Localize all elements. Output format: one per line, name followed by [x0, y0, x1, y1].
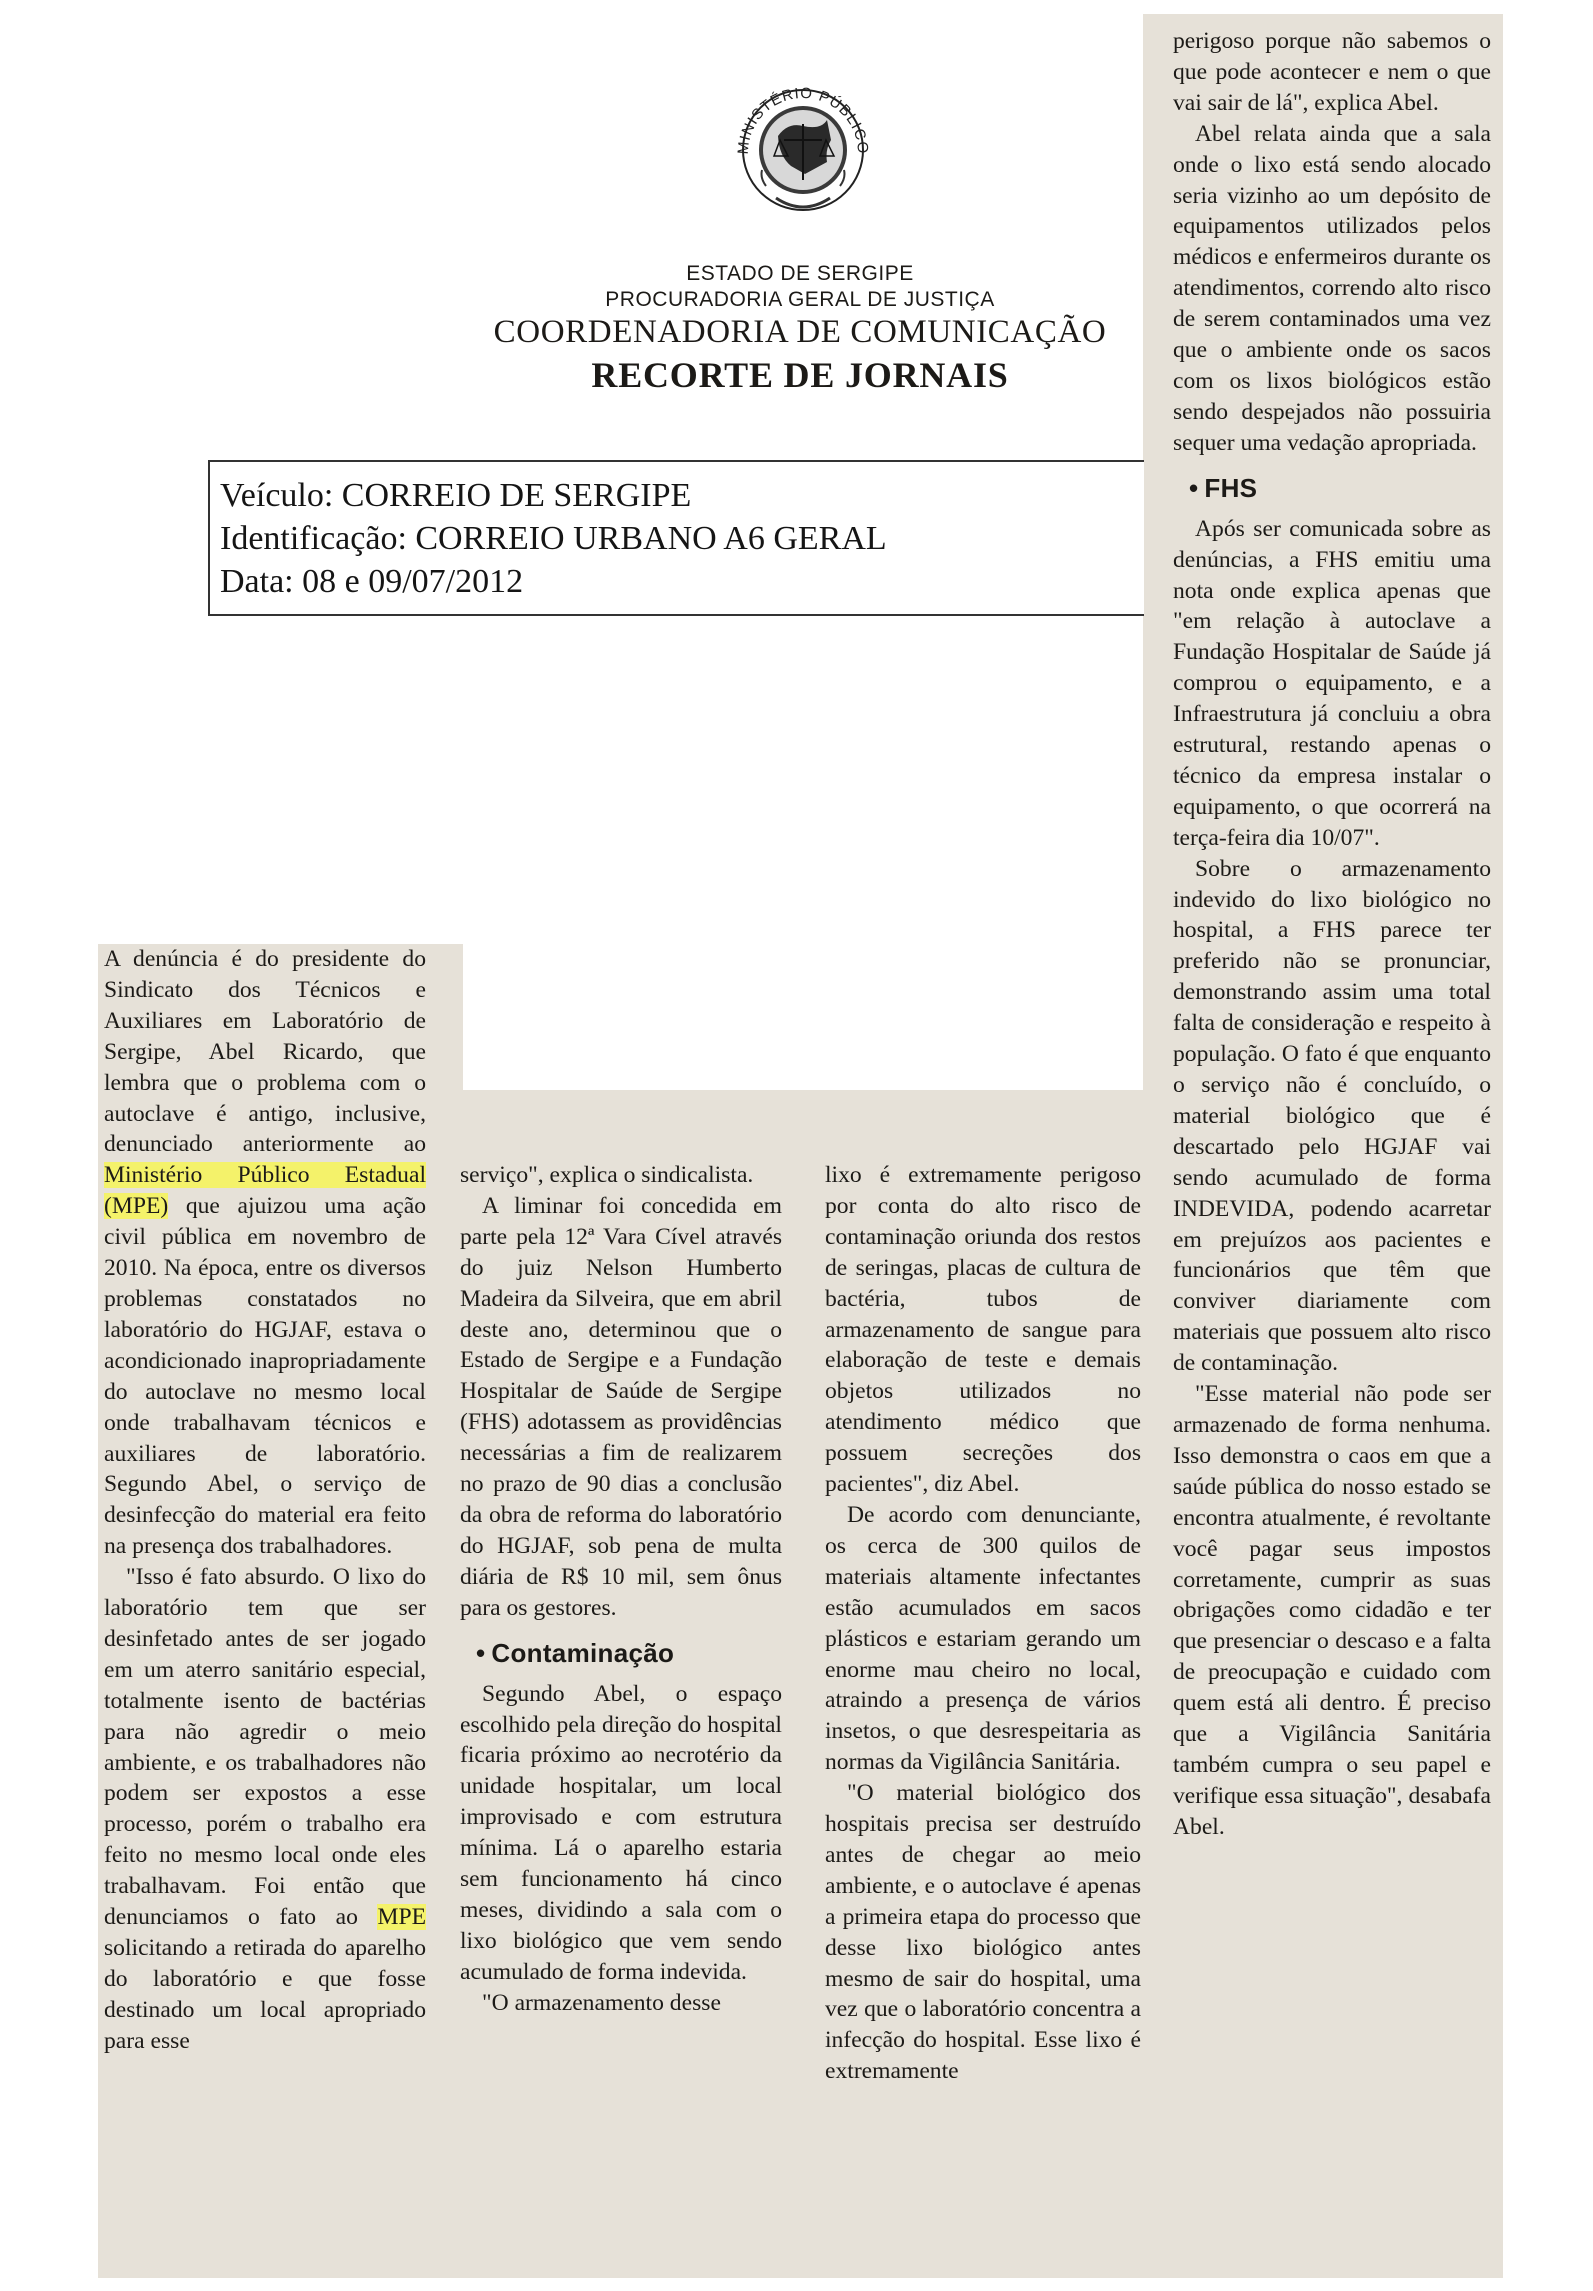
- highlighted-text: MPE: [377, 1904, 426, 1931]
- subheading-contaminacao: • Contaminação: [476, 1637, 675, 1668]
- paragraph: A denúncia é do presidente do Sindicato dos Técnicos e Auxiliares em Laboratório de Sergipe, Abel Ricardo, que lembra que o problema com o autoclave é antigo, inclusive, denunciado anteriormente ao Ministério Público Estadual (MPE) que ajuizou uma ação civil pública em novembro de 2010. Na época, entre os diversos problemas constatados no laboratório do HGJAF, estava o acondicionado inapropriadamente do autoclave no mesmo local onde trabalhavam técnicos e auxiliares de laboratório. Segundo Abel, o serviço de desinfecção do material era feito na presença dos trabalhadores.: [104, 946, 426, 1560]
- paragraph: Abel relata ainda que a sala onde o lixo está sendo alocado seria vizinho ao um depósito de equipamentos utilizados pelos médicos e enfermeiros durante os atendimentos, correndo alto risco de serem contaminados uma vez que o ambiente onde os sacos com os lixos biológicos estão sendo despejados não possuiria sequer uma vedação apropriada.: [1173, 120, 1491, 456]
- paragraph: lixo é extremamente perigoso por conta do alto risco de contaminação oriunda dos restos de seringas, placas de cultura de bactéria, tubos de armazenamento de sangue para elaboração de teste e demais objetos utilizados no atendimento médico que possuem secreções dos pacientes", diz Abel.: [825, 1162, 1141, 1498]
- ministerio-publico-seal-icon: [718, 58, 888, 228]
- clipping-middle-columns: [460, 1090, 1145, 2278]
- paragraph: "O material biológico dos hospitais precisa ser destruído antes de chegar ao meio ambiente, e o autoclave é apenas a primeira etapa do processo que desse lixo biológico antes mesmo de sair do hospital, uma vez que o laboratório concentra a infecção do hospital. Esse lixo é extremamente: [825, 1780, 1141, 2085]
- paragraph: serviço", explica o sindicalista.: [460, 1162, 754, 1188]
- article-column-middle: [460, 1160, 782, 2019]
- paragraph: Sobre o armazenamento indevido do lixo biológico no hospital, a FHS parece ter preferido não se pronunciar, demonstrando assim uma total falta de consideração e respeito à população. O fato é que enquanto o serviço não é concluído, o material biológico que é descartado pelo HGJAF vai sendo acumulado de forma INDEVIDA, podendo acarretar em prejuízos aos pacientes e funcionários que têm que conviver diariamente com materiais que possuem alto risco de contaminação.: [1173, 855, 1491, 1377]
- paragraph: "O armazenamento desse: [482, 1989, 721, 2016]
- paragraph: perigoso porque não sabemos o que pode acontecer e nem o que vai sair de lá", explica Abel.: [1173, 28, 1491, 116]
- header-state: ESTADO DE SERGIPE: [686, 262, 914, 285]
- paragraph: De acordo com denunciante, os cerca de 300 quilos de materiais altamente infectantes estão acumulados em sacos plásticos e estariam gerando um enorme mau cheiro no local, atraindo a presença de vários insetos, o que desrespeitaria as normas da Vigilância Sanitária.: [825, 1501, 1141, 1776]
- paragraph: Após ser comunicada sobre as denúncias, a FHS emitiu uma nota onde explica apenas que "em relação à autoclave a Fundação Hospitalar de Saúde já comprou o equipamento, e a Infraestrutura já concluiu a obra estrutural, restando apenas o técnico da empresa instalar o equipamento, o que ocorrerá na terça-feira dia 10/07".: [1173, 515, 1491, 851]
- header-coordenadoria: COORDENADORIA DE COMUNICAÇÃO: [493, 314, 1107, 350]
- info-data: Data: 08 e 09/07/2012: [220, 563, 524, 600]
- article-column-right: [1173, 26, 1491, 1843]
- info-veiculo: Veículo: CORREIO DE SERGIPE: [220, 477, 692, 514]
- paragraph: A liminar foi concedida em parte pela 12ª Vara Cível através do juiz Nelson Humberto Madeira da Silveira, que em abril deste ano, determinou que o Estado de Sergipe e a Fundação Hospitalar de Saúde de Sergipe (FHS) adotassem as providências necessárias a fim de realizarem no prazo de 90 dias a conclusão da obra de reforma do laboratório do HGJAF, sob pena de multa diária de R$ 10 mil, sem ônus para os gestores.: [460, 1192, 782, 1621]
- info-identificacao: Identificação: CORREIO URBANO A6 GERAL: [220, 520, 887, 557]
- paragraph: "Esse material não pode ser armazenado de forma nenhuma. Isso demonstra o caos em que a saúde pública do nosso estado se encontra atualmente, é revoltante você pagar seus impostos corretamente, cumprir as suas obrigações como cidadão e ter que presenciar o descaso e a falta de preocupação e cuidado com quem está ali dentro. É preciso que a Vigilância Sanitária também cumpra o seu papel e verifique essa situação", desabafa Abel.: [1173, 1381, 1491, 1840]
- clipping-left-column: [98, 944, 463, 2278]
- paragraph: "Isso é fato absurdo. O lixo do laboratório tem que ser desinfetado antes de ser jogado em um aterro sanitário especial, totalmente isento de bactérias para não agredir o meio ambiente, e os trabalhadores não podem ser expostos a esse processo, porém o trabalho era feito no mesmo local onde eles trabalhavam. Foi então que denunciamos o fato ao MPE solicitando a retirada do aparelho do laboratório e que fosse destinado um local apropriado para esse: [104, 1564, 426, 2054]
- clipping-right-column: [1143, 14, 1503, 2278]
- paragraph: Segundo Abel, o espaço escolhido pela direção do hospital ficaria próximo ao necrotério da unidade hospitalar, um local improvisado e com estrutura mínima. Lá o aparelho estaria sem funcionamento há cinco meses, dividindo a sala com o lixo biológico que vem sendo acumulado de forma indevida.: [460, 1680, 782, 1985]
- subheading-fhs: • FHS: [1189, 472, 1258, 503]
- header-recorte: RECORTE DE JORNAIS: [591, 355, 1009, 395]
- seal-lettering: MINISTÉRIO PÚBLICO: [734, 84, 872, 155]
- highlighted-text: Ministério Público Estadual (MPE): [104, 1162, 426, 1220]
- header-procuradoria: PROCURADORIA GERAL DE JUSTIÇA: [605, 288, 995, 311]
- clipping-info-box: [208, 460, 1144, 616]
- article-column-left: [104, 944, 426, 2057]
- article-column-middle-right: [825, 1160, 1141, 2087]
